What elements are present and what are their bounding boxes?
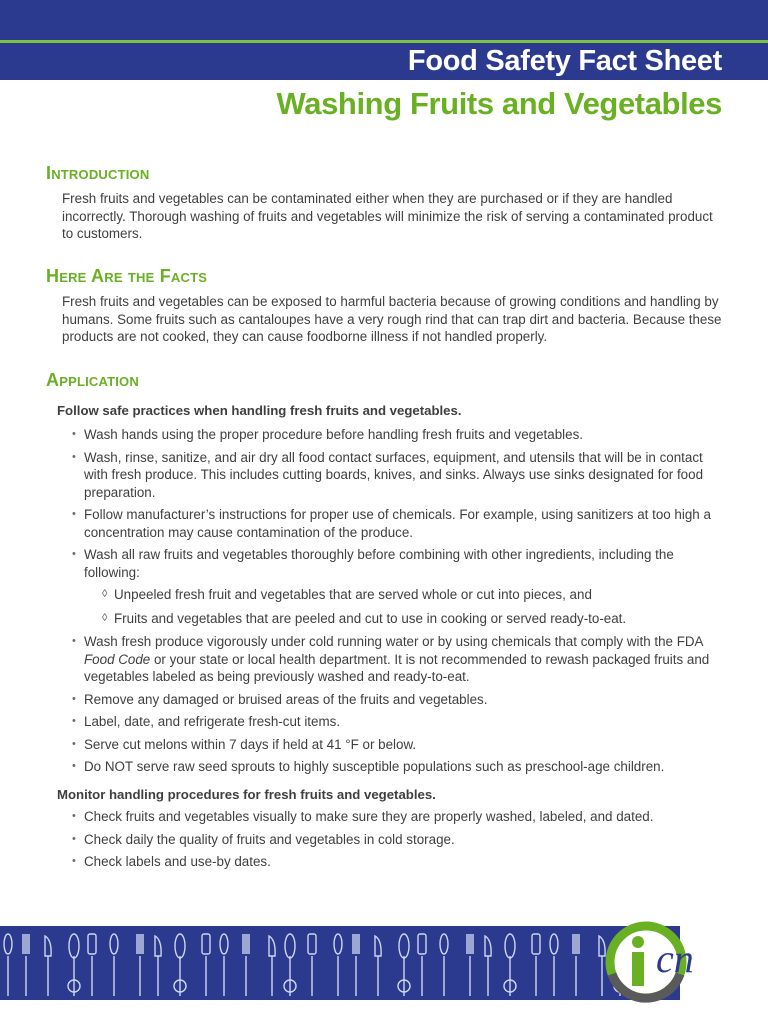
bullet-icon: • xyxy=(72,715,76,727)
utensil-icon xyxy=(375,936,381,996)
list-item: • Wash all raw fruits and vegetables thoroughly before combining with other ingredients, including the following: ◊ Unpeeled fresh fruit and vegetables that are served whole or cut into pieces, and ◊ Fruits and vegetables that are peeled and cut to use in cooking or served ready-to-eat. xyxy=(70,546,730,627)
sub-list-item: ◊ Unpeeled fresh fruit and vegetables that are served whole or cut into pieces, and xyxy=(102,587,592,602)
footer-utensil-band xyxy=(0,926,680,1000)
utensil-icon xyxy=(334,934,342,996)
bullet-icon: • xyxy=(72,450,76,463)
document-subtitle: Washing Fruits and Vegetables xyxy=(276,86,722,121)
monitor-list xyxy=(70,808,730,876)
heading-introduction: Introduction xyxy=(46,163,150,183)
utensil-icon xyxy=(308,934,316,996)
list-item: • Follow manufacturer’s instructions for proper use of chemicals. For example, using sanitizers at too high a concentration may cause contamination of the produce. xyxy=(72,507,711,540)
application-lead-monitor: Monitor handling procedures for fresh fruits and vegetables. xyxy=(57,787,436,802)
utensil-icon xyxy=(550,934,558,996)
logo-lettering: cn xyxy=(656,936,694,981)
introduction-text: Fresh fruits and vegetables can be contaminated either when they are purchased or if they are handled incorrectly. Thorough washing of fruits and vegetables will minimize the risk of serving a contaminated product to customers. xyxy=(62,191,713,241)
safe-practices-list xyxy=(70,426,730,781)
sub-list-item: ◊ Fruits and vegetables that are peeled and cut to use in cooking or served ready-to-eat. xyxy=(102,610,627,626)
list-item: • Wash hands using the proper procedure before handling fresh fruits and vegetables. xyxy=(72,427,583,442)
utensil-icon xyxy=(418,934,426,996)
food-code-reference: Food Code xyxy=(84,651,151,667)
utensil-icon xyxy=(398,934,410,996)
bullet-icon: • xyxy=(72,737,76,750)
utensil-icon xyxy=(467,934,473,996)
utensil-icon xyxy=(573,934,579,996)
list-item: • Remove any damaged or bruised areas of the fruits and vegetables. xyxy=(72,691,488,707)
bullet-icon: • xyxy=(72,832,76,845)
bullet-icon: • xyxy=(72,760,76,772)
diamond-bullet-icon: ◊ xyxy=(102,588,108,600)
bullet-icon: • xyxy=(72,692,76,705)
bullet-icon: • xyxy=(72,855,76,867)
utensil-icon xyxy=(243,934,249,996)
bullet-icon: • xyxy=(72,635,76,647)
list-item: • Serve cut melons within 7 days if held at 41 °F or below. xyxy=(72,736,417,752)
logo-i-dot xyxy=(632,936,644,948)
utensil-icon xyxy=(23,934,29,996)
utensil-icon xyxy=(110,934,118,996)
heading-application: Application xyxy=(46,370,139,390)
utensil-icon xyxy=(485,936,491,996)
bullet-icon: • xyxy=(72,508,76,520)
utensil-icon xyxy=(269,936,275,996)
utensil-icon xyxy=(155,936,161,996)
utensil-icon xyxy=(220,934,228,996)
utensil-icon xyxy=(440,934,448,996)
list-item: • Check fruits and vegetables visually to make sure they are properly washed, labeled, and dated. xyxy=(72,809,654,824)
utensil-icon xyxy=(45,936,51,996)
utensil-icon xyxy=(4,934,12,996)
list-item: • Check labels and use-by dates. xyxy=(72,854,271,869)
diamond-bullet-icon: ◊ xyxy=(102,611,108,624)
utensil-icon xyxy=(174,934,186,996)
bullet-icon: • xyxy=(72,810,76,822)
list-item: • Wash, rinse, sanitize, and air dry all food contact surfaces, equipment, and utensils that will be in contact with fresh produce. This includes cutting boards, knives, and sinks. Always use sinks designated for food preparation. xyxy=(72,449,704,500)
utensil-pattern xyxy=(0,926,680,1000)
facts-text: Fresh fruits and vegetables can be exposed to harmful bacteria because of growing conditions and handling by humans. Some fruits such as cantaloupes have a very rough rind that can trap dirt and bacteria. Because these products are not cooked, they can cause foodborne illness if not handled properly. xyxy=(62,294,722,344)
utensil-icon xyxy=(88,934,96,996)
utensil-icon xyxy=(284,934,296,996)
list-item: • Check daily the quality of fruits and vegetables in cold storage. xyxy=(72,831,455,847)
list-item: • Do NOT serve raw seed sprouts to highly susceptible populations such as preschool-age children. xyxy=(72,759,665,774)
utensil-icon xyxy=(353,934,359,996)
application-lead-safe-practices: Follow safe practices when handling fresh fruits and vegetables. xyxy=(57,403,462,418)
bullet-icon: • xyxy=(72,428,76,440)
list-item: • Label, date, and refrigerate fresh-cut items. xyxy=(72,714,341,729)
utensil-icon xyxy=(68,934,80,996)
document-title: Food Safety Fact Sheet xyxy=(407,45,722,77)
utensil-icon xyxy=(202,934,210,996)
heading-facts: Here Are the Facts xyxy=(46,266,208,286)
icn-logo xyxy=(600,910,730,1020)
utensil-icon xyxy=(504,934,516,996)
list-item: • Wash fresh produce vigorously under cold running water or by using chemicals that comply with the FDA Food Code or your state or local health department. It is not recommended to rewash packaged fruits and vegetables labeled as being previously washed and ready-to-eat. xyxy=(72,634,710,684)
sub-list xyxy=(84,586,730,627)
logo-i-stem xyxy=(632,952,644,986)
utensil-icon xyxy=(137,934,143,996)
utensil-icon xyxy=(532,934,540,996)
bullet-icon: • xyxy=(72,548,76,560)
